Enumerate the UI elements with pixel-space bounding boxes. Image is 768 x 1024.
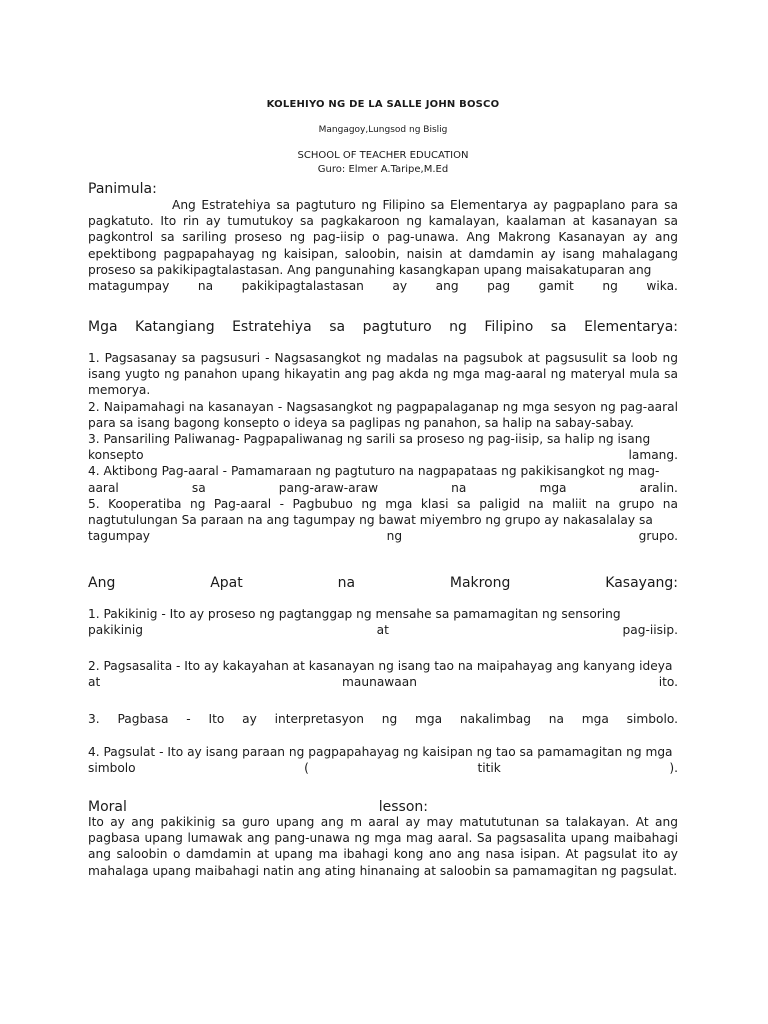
word: at <box>88 675 101 690</box>
word: na <box>337 575 356 591</box>
word: wika. <box>646 279 678 294</box>
word: ng <box>386 529 403 544</box>
word: pakikipagtalastasan <box>241 279 364 294</box>
word: pag-iisip. <box>622 623 678 638</box>
word: ay <box>392 279 408 294</box>
word: mga <box>581 712 609 726</box>
teacher-name: Guro: Elmer A.Taripe,M.Ed <box>317 164 449 175</box>
makrong-item-2-block <box>88 658 678 690</box>
makrong-item-2: 2. Pagsasalita - Ito ay kakayahan at kasanayan ng isang tao na maipahayag ang kanyang ideya <box>88 659 673 673</box>
word: Apat <box>210 575 243 591</box>
moral-paragraph: Ito ay ang pakikinig sa guro upang ang m aaral ay may matututunan sa talakayan. At ang pagbasa upang lumawak ang pang-unawa ng mga mag aaral. Sa pagsasalita upang maibahagi ang saloobin o damdamin at upang ma ibahagi kong ano ang nasa isipan. At pagsulat ito ay mahalaga upang maibahagi natin ang ating hinanaing at saloobin sa pamamagitan ng pagsulat. <box>88 815 678 878</box>
word: tagumpay <box>88 529 150 544</box>
word: Mga <box>88 319 118 335</box>
department-name: SCHOOL OF TEACHER EDUCATION <box>297 150 469 161</box>
word: lamang. <box>628 448 678 463</box>
panimula-last-line <box>88 278 678 294</box>
word: Katangiang <box>135 319 215 335</box>
katangian-item-1: 1. Pagsasanay sa pagsusuri - Nagsasangkot ng madalas na pagsubok at pagsusulit sa loob ng isang yugto ng panahon upang hikayatin ang pag akda ng mga mag-aaral ng materyal mula sa memorya. <box>88 351 678 398</box>
word: ang <box>435 279 459 294</box>
katangian-item-4: 4. Aktibong Pag-aaral - Pamamaraan ng pagtuturo na nagpapataas ng pakikisangkot ng mag- <box>88 464 660 479</box>
word: interpretasyon <box>274 712 364 726</box>
word: aralin. <box>639 480 678 495</box>
panimula-paragraph: Ang Estratehiya sa pagtuturo ng Filipino sa Elementarya ay pagpaplano para sa pagkatuto. Ito rin ay tumutukoy sa pagkakaroon ng kamalayan, kaalaman at kasanayan sa pagkontrol sa sariling proseso ng pag-iisip o pag-unawa. Ang Makrong Kasanayan ay ang epektibong pagpapahayag ng kaisipan, saloobin, naisin at damdamin ay isang mahalagang proseso sa pakikipagtalastasan. Ang pangunahing kasangkapan upang maisakatuparan ang <box>88 198 678 277</box>
word: pang-araw-araw <box>278 480 379 495</box>
word: titik <box>477 761 501 776</box>
word: Ang <box>88 575 116 591</box>
word: na <box>197 279 214 294</box>
katangian-item-2: 2. Naipamahagi na kasanayan - Nagsasangkot ng pagpapalaganap ng mga sesyon ng pag-aaral para sa isang bagong konsepto o ideya sa paglipas ng panahon, sa halip na sabay-sabay. <box>88 399 678 430</box>
word: na <box>548 712 564 726</box>
school-name: KOLEHIYO NG DE LA SALLE JOHN BOSCO <box>266 99 500 110</box>
word: grupo. <box>638 529 678 544</box>
panimula-section <box>88 197 678 294</box>
word: ng <box>602 279 618 294</box>
word: Filipino <box>484 319 534 335</box>
word: sa <box>329 319 346 335</box>
school-location: Mangagoy,Lungsod ng Bislig <box>318 125 448 135</box>
panimula-heading: Panimula: <box>88 181 157 197</box>
makrong-item-4: 4. Pagsulat - Ito ay isang paraan ng pagpapahayag ng kaisipan ng tao sa pamamagitan ng mga <box>88 745 673 759</box>
word: pagtuturo <box>362 319 432 335</box>
katangian-item-5-end <box>88 528 678 544</box>
word: - <box>186 712 191 726</box>
katangian-item-5: 5. Kooperatiba ng Pag-aaral - Pagbubuo ng mga klasi sa paligid na maliit na grupo na nagtutulungan Sa paraan na ang tagumpay ng bawat miyembro ng grupo ay nakasalalay sa <box>88 496 678 528</box>
makrong-item-2-end <box>88 674 678 690</box>
word: mga <box>539 480 567 495</box>
word: pag <box>487 279 511 294</box>
makrong-item-4-end <box>88 760 678 776</box>
word: konsepto <box>88 448 144 463</box>
word: at <box>376 623 389 638</box>
makrong-item-1: 1. Pakikinig - Ito ay proseso ng pagtanggap ng mensahe sa pamamagitan ng sensoring <box>88 607 621 621</box>
word: 3. <box>88 712 100 726</box>
word: Elementarya: <box>584 319 678 335</box>
word: matagumpay <box>88 279 170 294</box>
makrong-item-3 <box>88 711 678 727</box>
word: simbolo. <box>626 712 678 726</box>
makrong-item-1-block <box>88 606 678 638</box>
word: Makrong <box>449 575 511 591</box>
word: Pagbasa <box>117 712 169 726</box>
word: nakalimbag <box>459 712 531 726</box>
word: Estratehiya <box>232 319 312 335</box>
word: Moral <box>88 799 127 815</box>
word: simbolo <box>88 761 136 776</box>
word: maunawaan <box>342 675 417 690</box>
word: ng <box>449 319 467 335</box>
word: Kasayang: <box>605 575 678 591</box>
katangian-item-4-end <box>88 480 678 496</box>
word: ay <box>242 712 257 726</box>
makrong-item-1-end <box>88 622 678 638</box>
makrong-heading <box>88 574 678 592</box>
word: sa <box>191 480 206 495</box>
word: ). <box>669 761 678 776</box>
word: sa <box>550 319 567 335</box>
katangian-item-3-end <box>88 447 678 463</box>
word: na <box>451 480 467 495</box>
word: pakikinig <box>88 623 143 638</box>
word: Ito <box>208 712 225 726</box>
word: mga <box>415 712 443 726</box>
word: aaral <box>88 480 119 495</box>
word: gamit <box>538 279 574 294</box>
katangian-item-3: 3. Pansariling Paliwanag- Pagpapaliwanag ng sarili sa proseso ng pag-iisip, sa halip ng isang <box>88 432 651 447</box>
katangian-list <box>88 350 678 544</box>
word: ng <box>381 712 398 726</box>
katangian-heading <box>88 318 678 336</box>
word: ( <box>304 761 309 776</box>
word: ito. <box>658 675 678 690</box>
word: lesson: <box>378 799 428 815</box>
makrong-item-4-block <box>88 744 678 776</box>
